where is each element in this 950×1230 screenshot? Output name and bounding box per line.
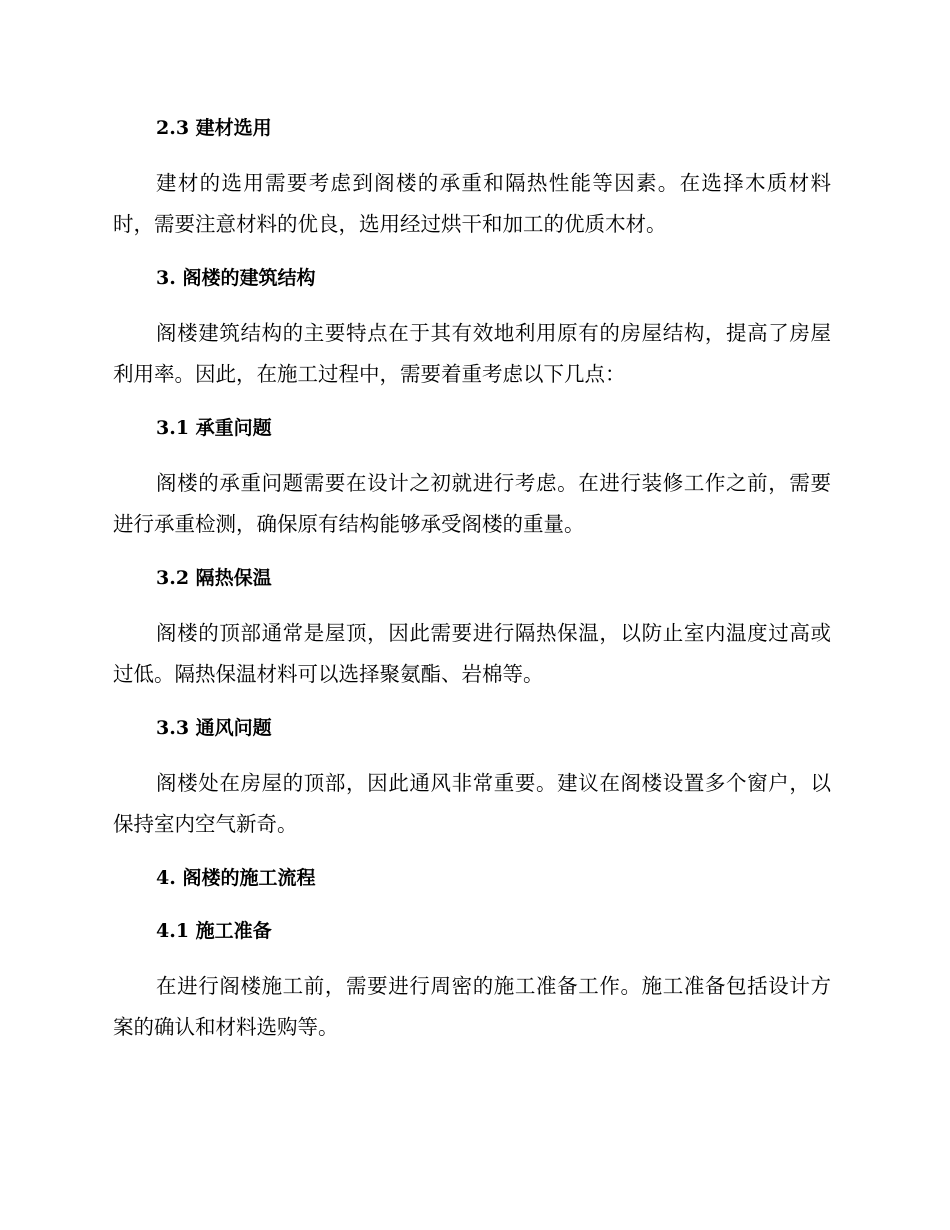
section-heading-3-2: 3.2 隔热保温 — [156, 567, 272, 589]
paragraph-load-bearing: 阁楼的承重问题需要在设计之初就进行考虑。在进行装修工作之前，需要进行承重检测，确保原有结构能够承受阁楼的重量。 — [113, 471, 831, 536]
paragraph-insulation: 阁楼的顶部通常是屋顶，因此需要进行隔热保温，以防止室内温度过高或过低。隔热保温材料可以选择聚氨酯、岩棉等。 — [113, 621, 831, 686]
section-heading-3: 3. 阁楼的建筑结构 — [156, 267, 316, 289]
section-heading-2-3: 2.3 建材选用 — [156, 117, 272, 139]
section-heading-3-1: 3.1 承重问题 — [156, 417, 272, 439]
paragraph-building-structure: 阁楼建筑结构的主要特点在于其有效地利用原有的房屋结构，提高了房屋利用率。因此，在施工过程中，需要着重考虑以下几点： — [113, 321, 831, 386]
section-heading-4-1: 4.1 施工准备 — [156, 920, 272, 942]
document-body — [113, 110, 831, 1048]
paragraph-construction-preparation: 在进行阁楼施工前，需要进行周密的施工准备工作。施工准备包括设计方案的确认和材料选购等。 — [113, 974, 831, 1039]
section-heading-3-3: 3.3 通风问题 — [156, 717, 272, 739]
paragraph-ventilation: 阁楼处在房屋的顶部，因此通风非常重要。建议在阁楼设置多个窗户，以保持室内空气新奇。 — [113, 771, 831, 836]
paragraph-building-materials: 建材的选用需要考虑到阁楼的承重和隔热性能等因素。在选择木质材料时，需要注意材料的优良，选用经过烘干和加工的优质木材。 — [113, 171, 831, 236]
section-heading-4: 4. 阁楼的施工流程 — [156, 867, 316, 889]
